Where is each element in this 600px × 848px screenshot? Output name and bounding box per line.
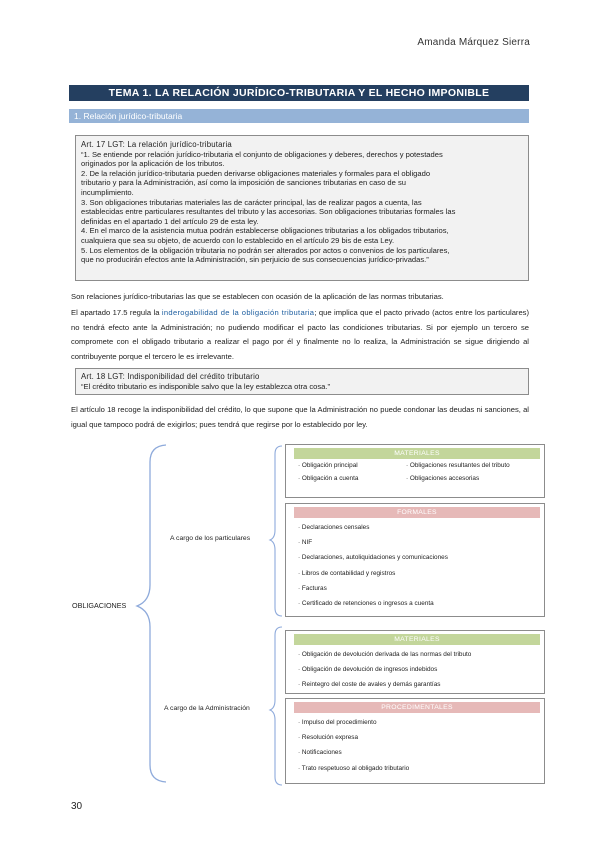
list-item: · Obligación de devolución de ingresos indebidos	[298, 666, 438, 674]
art17-line: 4. En el marco de la asistencia mutua podrán establecerse obligaciones tributarias a los obligados tributarios,	[81, 226, 449, 236]
art17-line: que no producirán efectos ante la Administración, sin perjuicio de sus consecuencias jurídico-privadas.”	[81, 255, 429, 265]
list-item: · Resolución expresa	[298, 734, 359, 742]
art18-title: Art. 18 LGT: Indisponibilidad del crédito tributario	[81, 372, 260, 381]
art17-line: originados por la aplicación de los tributos.	[81, 159, 225, 169]
art17-line: definidas en el apartado 1 del artículo 29 de esta ley.	[81, 216, 259, 226]
section-title: 1. Relación jurídico-tributaria	[69, 109, 529, 123]
list-item: · Trato respetuoso al obligado tributario	[298, 764, 410, 772]
administracion-materiales-panel	[285, 630, 545, 694]
list-item: · Reintegro del coste de avales y demás garantías	[298, 681, 441, 689]
art17-line: 2. De la relación jurídico-tributaria pueden derivarse obligaciones materiales y formales para el obligado	[81, 168, 431, 178]
particulares-label: A cargo de los particulares	[170, 535, 251, 542]
para2-rest: ; que implica que el pacto privado (actos entre los particulares) no tendrá efecto ante la Administración; no pudiendo modificar el pacto las condiciones tributarias. Si por ejemplo un tercero se compromete con el obligado tributario a realizar el pago por él y finalmente no lo realiza, la Administración se sigue dirigiendo al contribuyente porque el tercero le es irrelevante.	[71, 308, 529, 361]
list-item: · Obligaciones resultantes del tributo	[406, 462, 510, 469]
list-item: · Obligaciones accesorias	[406, 475, 480, 482]
art17-line: incumplimiento.	[81, 187, 134, 197]
list-item: · Notificaciones	[298, 749, 342, 757]
para2-start: El apartado 17.5 regula la	[71, 308, 162, 317]
obligaciones-root-label: OBLIGACIONES	[72, 601, 127, 610]
procedimentales-heading: PROCEDIMENTALES	[294, 702, 540, 713]
art17-line: cualquiera que sea su objeto, de acuerdo con lo establecido en el artículo 29 bis de esta Ley.	[81, 235, 395, 245]
materiales-heading: MATERIALES	[294, 448, 540, 459]
header-author: Amanda Márquez Sierra	[417, 37, 530, 48]
art17-line: establecidas entre particulares resultantes del tributo y las accesorias. Son obligaciones tributarias formales las	[81, 207, 456, 217]
paragraph-indisponibilidad: El artículo 18 recoge la indisponibilidad del crédito, lo que supone que la Administración no puede condonar las deudas ni sanciones, al igual que tampoco podrá de exigirlos; pues tendrá que regirse por lo establecido por ley.	[71, 405, 529, 429]
list-item: · Impulso del procedimiento	[298, 719, 377, 726]
materiales-heading: MATERIALES	[294, 634, 540, 645]
particulares-formales-panel	[285, 503, 545, 617]
art17-line: “1. Se entiende por relación jurídico-tributaria el conjunto de obligaciones y deberes, derechos y potestades	[81, 149, 443, 159]
list-item: · Declaraciones, autoliquidaciones y comunicaciones	[298, 554, 448, 562]
administracion-label: A cargo de la Administración	[164, 705, 250, 712]
paragraph-inderogabilidad	[71, 306, 529, 364]
art17-line: tributario y para la Administración, así como la imposición de sanciones tributarias en caso de su	[81, 178, 407, 188]
art18-quote-box	[75, 368, 529, 395]
list-item: · NIF	[298, 539, 313, 547]
chapter-title: TEMA 1. LA RELACIÓN JURÍDICO-TRIBUTARIA Y EL HECHO IMPONIBLE	[69, 85, 529, 101]
list-item: · Obligación principal	[298, 462, 358, 469]
list-item: · Declaraciones censales	[298, 524, 370, 531]
list-item: · Facturas	[298, 584, 327, 592]
particulares-brace-icon	[270, 446, 282, 616]
list-item: · Obligación a cuenta	[298, 475, 359, 482]
list-item: · Obligación de devolución derivada de las normas del tributo	[298, 651, 472, 658]
art17-title: Art. 17 LGT: La relación jurídico-tributaria	[81, 140, 232, 149]
list-item: · Certificado de retenciones o ingresos a cuenta	[298, 599, 434, 607]
art17-quote-box	[75, 135, 529, 281]
paragraph-relaciones: Son relaciones jurídico-tributarias las que se establecen con ocasión de la aplicación de las normas tributarias.	[71, 292, 444, 301]
formales-heading: FORMALES	[294, 507, 540, 518]
art18-text: “El crédito tributario es indisponible salvo que la ley establezca otra cosa.”	[81, 381, 331, 391]
list-item: · Libros de contabilidad y registros	[298, 569, 396, 577]
particulares-materiales-panel	[285, 444, 545, 498]
administracion-brace-icon	[270, 627, 282, 785]
inderogabilidad-highlight: inderogabilidad de la obligación tributaria	[161, 308, 315, 317]
main-brace-icon	[137, 445, 166, 782]
administracion-procedimentales-panel	[285, 698, 545, 784]
art17-line: 3. Son obligaciones tributarias materiales las de carácter principal, las de realizar pagos a cuenta, las	[81, 197, 422, 207]
art17-line: 5. Los elementos de la obligación tributaria no podrán ser alterados por actos o convenios de los particulares,	[81, 245, 450, 255]
page-number: 30	[71, 801, 83, 812]
